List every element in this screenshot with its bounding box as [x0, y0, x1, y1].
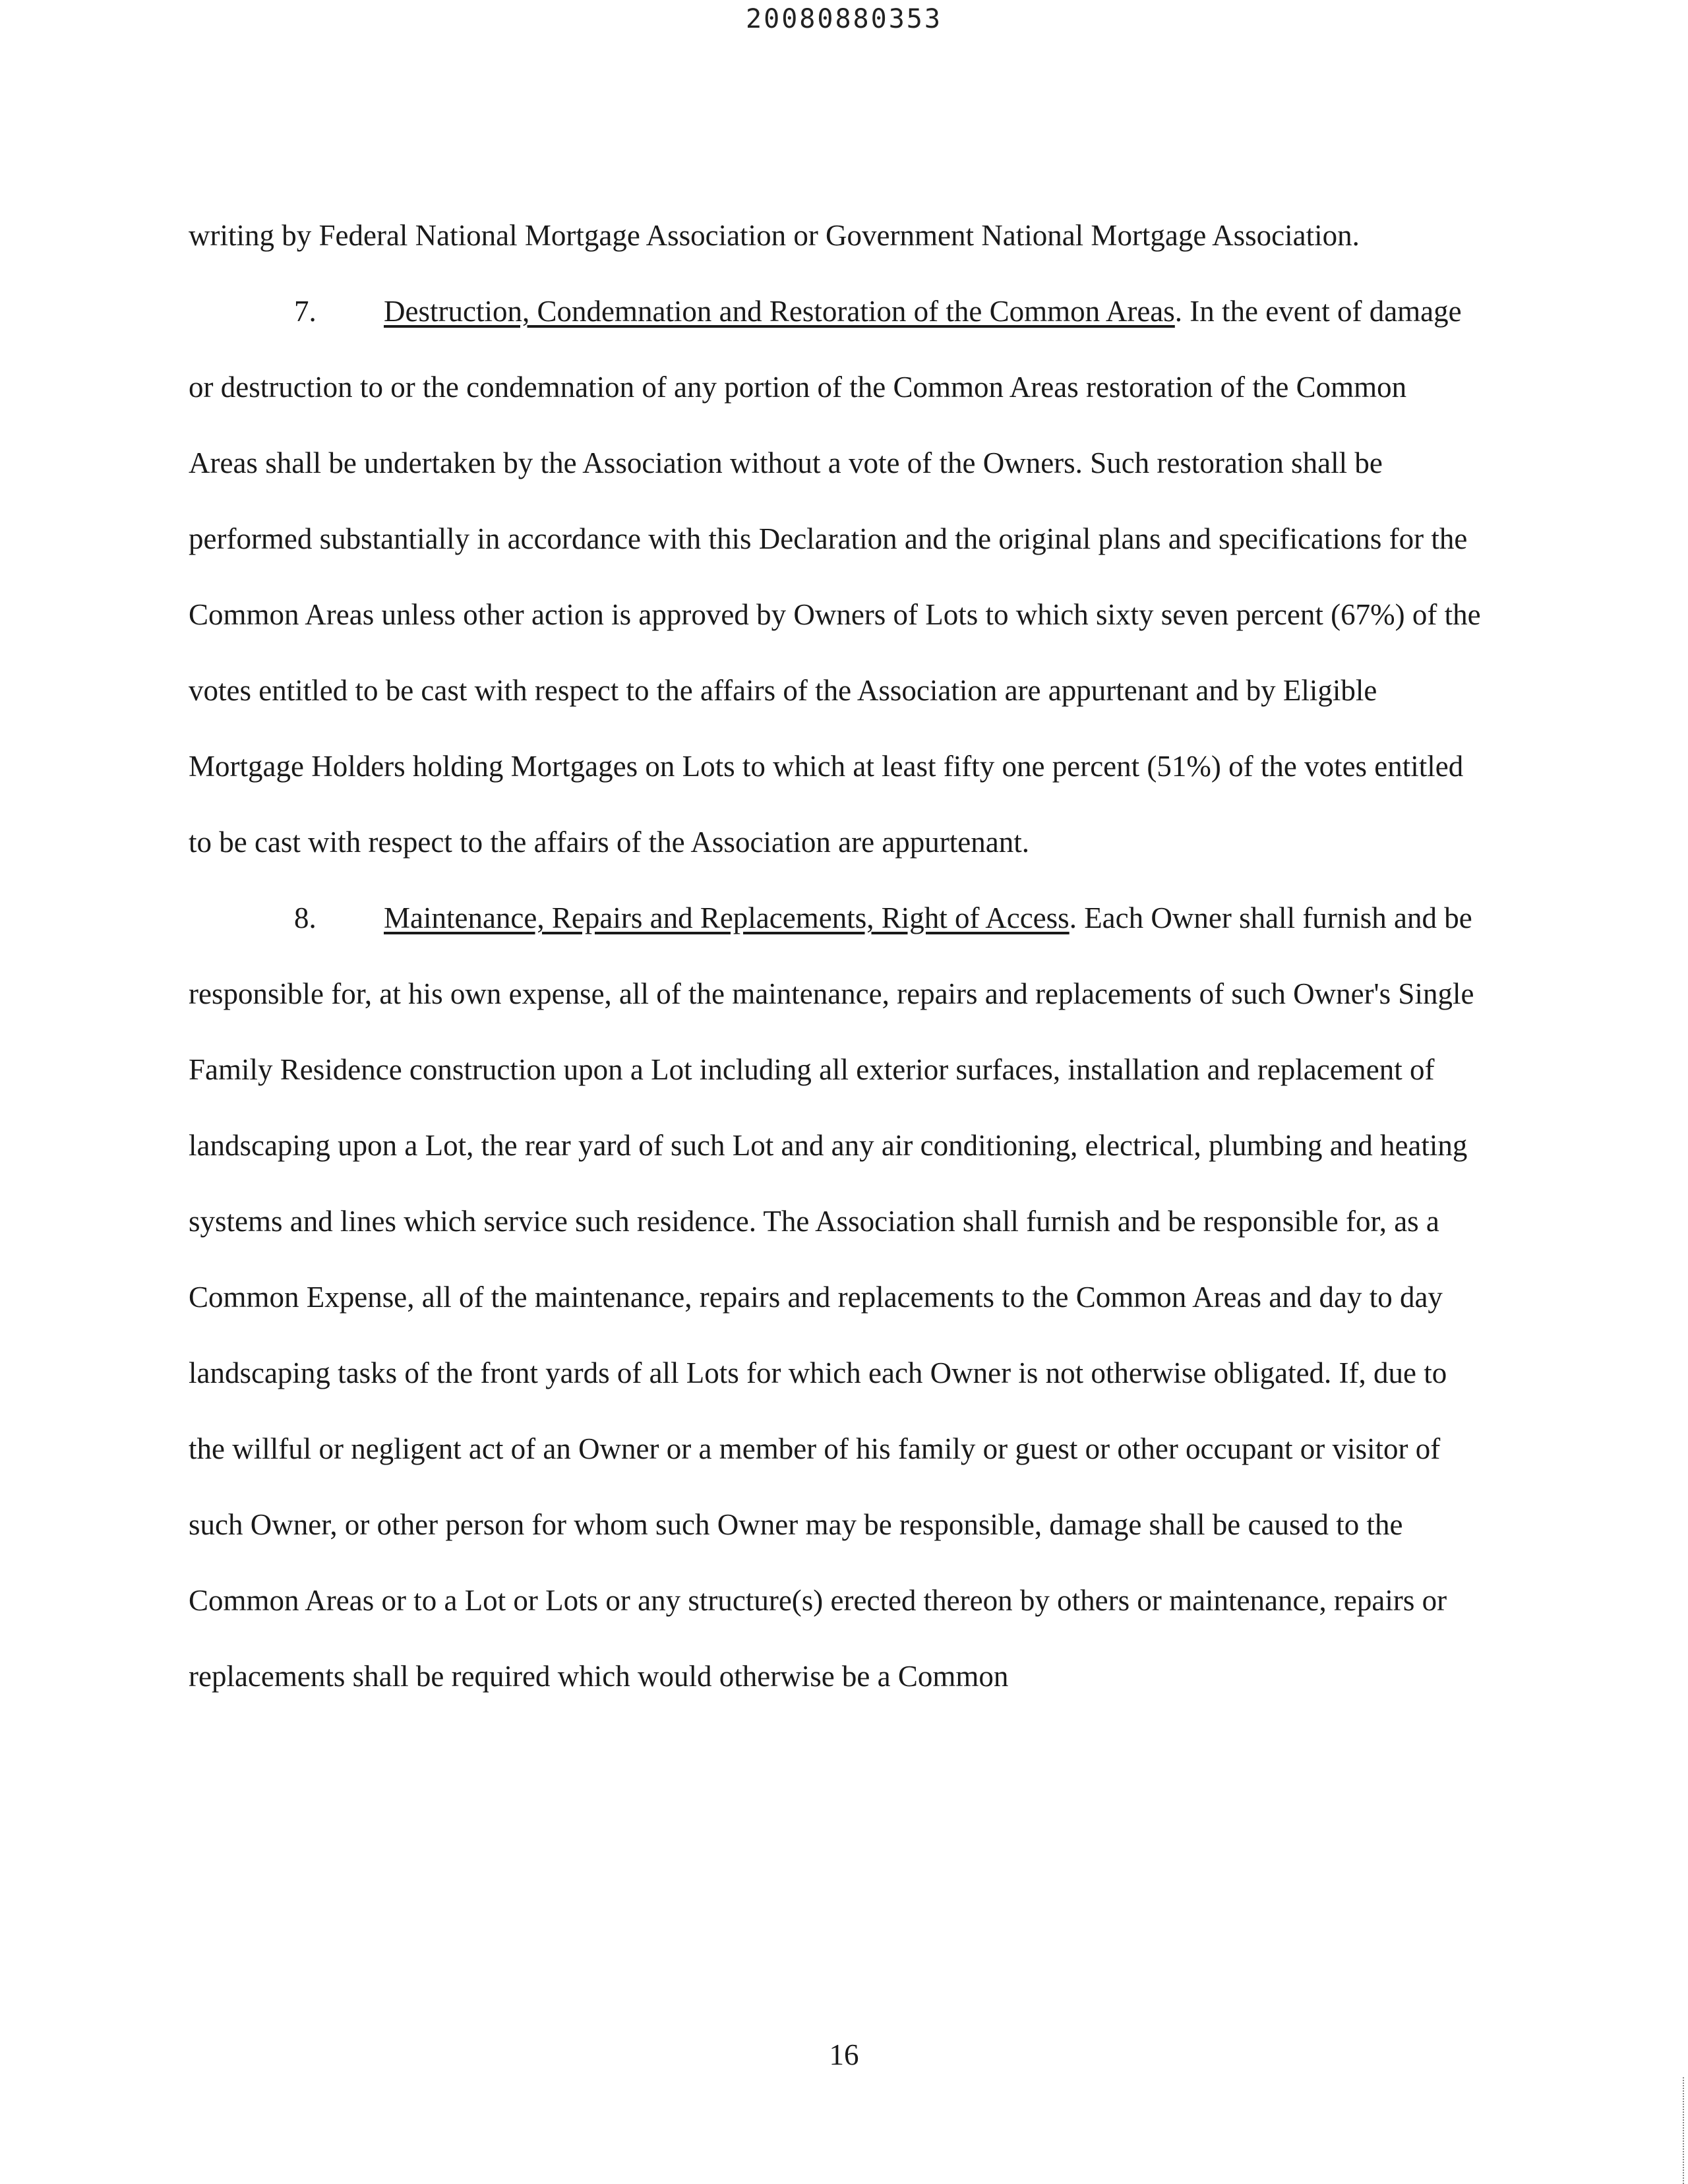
- document-body: [189, 198, 1481, 1714]
- section-7-number: 7.: [294, 295, 316, 328]
- page-number: 16: [829, 2038, 859, 2071]
- document-number: 20080880353: [746, 4, 942, 34]
- section-8-title: Maintenance, Repairs and Replacements, Right of Access: [384, 901, 1070, 934]
- section-8-paragraph: [189, 880, 1481, 1714]
- section-8-number: 8.: [294, 901, 316, 934]
- section-7-text: . In the event of damage or destruction to or the condemnation of any portion of the Common Areas restoration of the Common Areas shall be undertaken by the Association without a vote of the Owners. Such restoration shall be performed substantially in accordance with this Declaration and the original plans and specifications for the Common Areas unless other action is approved by Owners of Lots to which sixty seven percent (67%) of the votes entitled to be cast with respect to the affairs of the Association are appurtenant and by Eligible Mortgage Holders holding Mortgages on Lots to which at least fifty one percent (51%) of the votes entitled to be cast with respect to the affairs of the Association are appurtenant.: [189, 295, 1481, 859]
- continuation-paragraph: writing by Federal National Mortgage Association or Government National Mortgage Association.: [189, 219, 1360, 252]
- section-7-title: Destruction, Condemnation and Restoration of the Common Areas: [384, 295, 1175, 328]
- section-7-paragraph: [189, 274, 1481, 880]
- scan-edge-artifact: [1683, 2077, 1688, 2184]
- section-8-text: . Each Owner shall furnish and be responsible for, at his own expense, all of the maintenance, repairs and replacements of such Owner's Single Family Residence construction upon a Lot including all exterior surfaces, installation and replacement of landscaping upon a Lot, the rear yard of such Lot and any air conditioning, electrical, plumbing and heating systems and lines which service such residence. The Association shall furnish and be responsible for, as a Common Expense, all of the maintenance, repairs and replacements to the Common Areas and day to day landscaping tasks of the front yards of all Lots for which each Owner is not otherwise obligated. If, due to the willful or negligent act of an Owner or a member of his family or guest or other occupant or visitor of such Owner, or other person for whom such Owner may be responsible, damage shall be caused to the Common Areas or to a Lot or Lots or any structure(s) erected thereon by others or maintenance, repairs or replacements shall be required which would otherwise be a Common: [189, 901, 1474, 1693]
